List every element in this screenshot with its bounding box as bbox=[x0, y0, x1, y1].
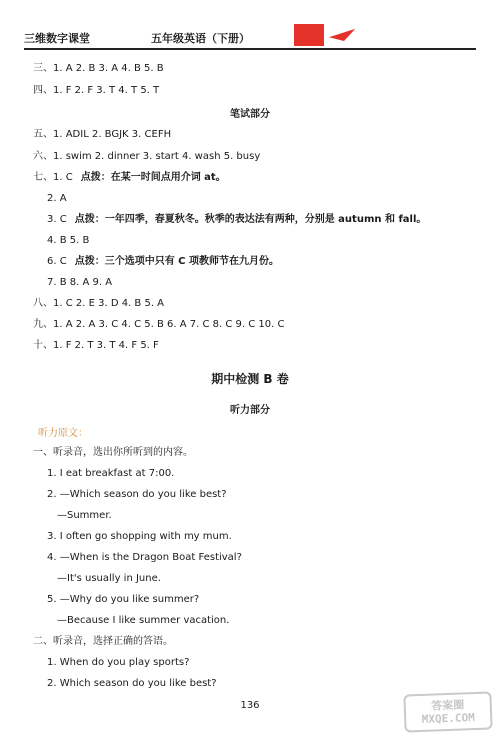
answer-line-qi-6 bbox=[47, 255, 279, 269]
watermark-logo bbox=[403, 691, 492, 732]
hint-text: 点拨：一年四季，春夏秋冬。秋季的表达法有两种，分别是 autumn 和 fall。 bbox=[74, 214, 427, 225]
answer-text: 3. C bbox=[47, 214, 67, 225]
listening-item: 2. —Which season do you like best? bbox=[47, 489, 227, 500]
answer-line-shi: 十、1. F 2. T 3. T 4. F 5. F bbox=[33, 340, 159, 351]
answer-line-liu: 六、1. swim 2. dinner 3. start 4. wash 5. busy bbox=[33, 151, 261, 162]
series-title: 三维数字课堂 bbox=[24, 32, 90, 45]
answer-line-ba: 八、1. C 2. E 3. D 4. B 5. A bbox=[33, 298, 165, 309]
answer-line-jiu: 九、1. A 2. A 3. C 4. C 5. B 6. A 7. C 8. C 9. C 10. C bbox=[33, 319, 285, 330]
paper-plane-icon bbox=[326, 25, 360, 45]
answer-line-qi-1 bbox=[33, 171, 226, 185]
watermark-line-1: 答案圈 bbox=[431, 698, 465, 713]
answer-line-qi-3 bbox=[47, 213, 426, 227]
hint-text: 点拨：在某一时间点用介词 at。 bbox=[80, 172, 226, 183]
section-heading-listening: 听力部分 bbox=[230, 405, 270, 416]
header-red-block bbox=[294, 24, 324, 46]
listening-item: —Because I like summer vacation. bbox=[57, 615, 230, 626]
answer-line-qi-45: 4. B 5. B bbox=[47, 235, 90, 246]
exam-title: 期中检测 B 卷 bbox=[211, 372, 289, 386]
listening-item: 3. I often go shopping with my mum. bbox=[47, 531, 232, 542]
book-title: 五年级英语（下册） bbox=[151, 32, 250, 45]
listening-item: —It's usually in June. bbox=[57, 573, 161, 584]
answer-line-qi-789: 7. B 8. A 9. A bbox=[47, 277, 113, 288]
page-number: 136 bbox=[240, 700, 260, 711]
answer-text: 6. C bbox=[47, 256, 67, 267]
listening-item: 2. Which season do you like best? bbox=[47, 678, 217, 689]
answer-line-si: 四、1. F 2. F 3. T 4. T 5. T bbox=[33, 85, 160, 96]
answer-line-wu: 五、1. ADIL 2. BGJK 3. CEFH bbox=[33, 129, 172, 140]
page-header bbox=[24, 30, 476, 50]
answer-line-qi-2: 2. A bbox=[47, 193, 67, 204]
answer-text: 七、1. C bbox=[33, 172, 73, 183]
answer-line-san: 三、1. A 2. B 3. A 4. B 5. B bbox=[33, 63, 164, 74]
listening-part1-title: 一、听录音，选出你所听到的内容。 bbox=[33, 447, 193, 458]
listening-part2-title: 二、听录音，选择正确的答语。 bbox=[33, 636, 173, 647]
listening-item: 1. I eat breakfast at 7:00. bbox=[47, 468, 175, 479]
section-heading-written: 笔试部分 bbox=[230, 109, 270, 120]
transcript-label: 听力原文： bbox=[38, 428, 88, 439]
hint-text: 点拨：三个选项中只有 C 项教师节在九月份。 bbox=[74, 256, 280, 267]
watermark-line-2: MXQE.COM bbox=[421, 711, 475, 726]
listening-item: 4. —When is the Dragon Boat Festival? bbox=[47, 552, 242, 563]
listening-item: 5. —Why do you like summer? bbox=[47, 594, 200, 605]
listening-item: —Summer. bbox=[57, 510, 112, 521]
listening-item: 1. When do you play sports? bbox=[47, 657, 190, 668]
